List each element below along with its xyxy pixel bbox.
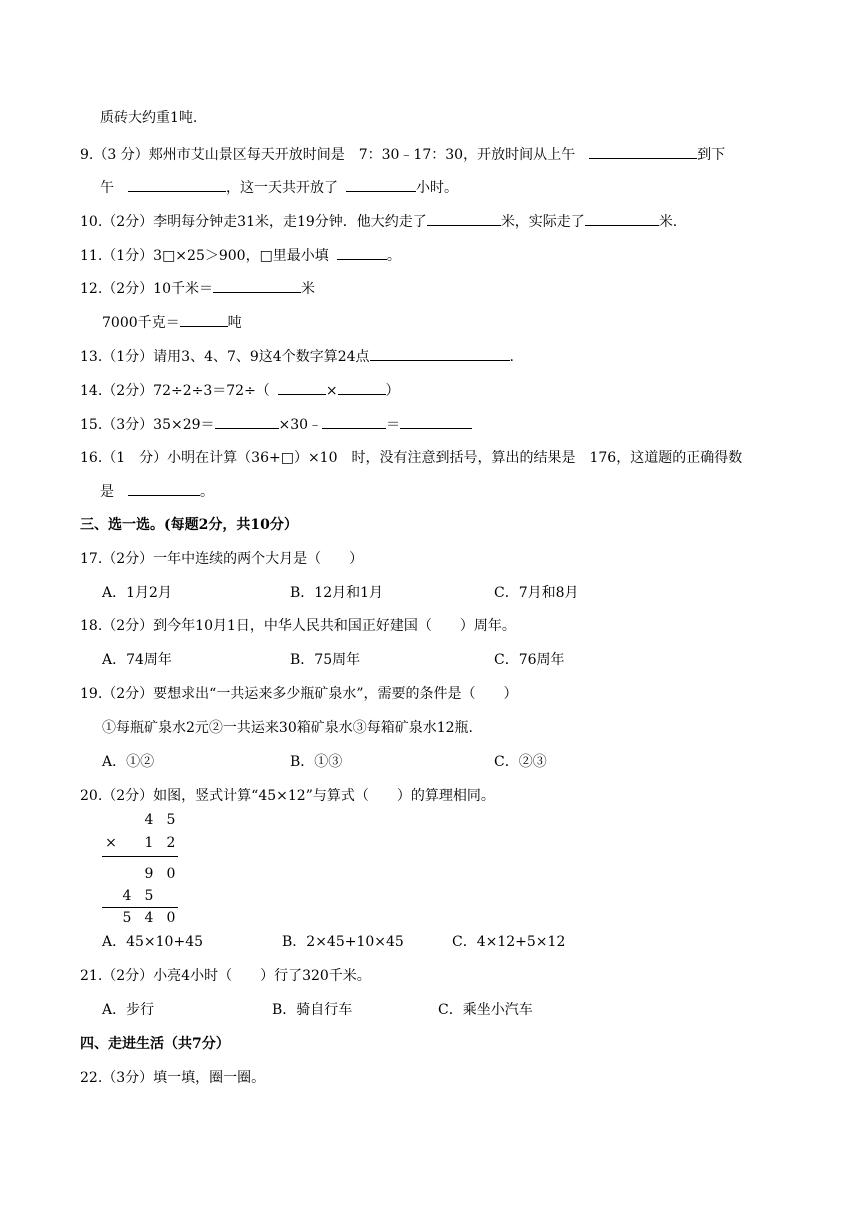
text: 18.（2分）到今年10月1日，中华人民共和国正好建国（ ）周年。 — [80, 618, 516, 634]
answer-blank[interactable] — [322, 414, 386, 429]
text: 。 — [200, 484, 214, 500]
text: 。 — [386, 248, 401, 264]
option-c[interactable] — [438, 1000, 533, 1020]
question-22 — [80, 1068, 265, 1088]
text: C．76周年 — [494, 652, 565, 668]
answer-blank[interactable] — [128, 481, 200, 496]
text: 10.（2分）李明每分钟走31米，走19分钟．他大约走了 — [80, 214, 427, 230]
answer-blank[interactable] — [180, 312, 228, 327]
text: ①每瓶矿泉水2元②一共运来30箱矿泉水③每箱矿泉水12瓶. — [102, 720, 473, 736]
answer-blank[interactable] — [427, 211, 501, 226]
option-a[interactable] — [102, 752, 154, 772]
text: A．74周年 — [102, 652, 172, 668]
option-b[interactable] — [290, 650, 360, 670]
digit: 4 — [122, 888, 132, 904]
text: 12.（2分）10千米＝ — [80, 281, 213, 297]
digit: 4 — [144, 812, 154, 828]
text: 20.（2分）如图，竖式计算“45×12”与算式（ ）的算理相同。 — [80, 788, 495, 804]
digit: 0 — [166, 866, 176, 882]
text: C．7月和8月 — [494, 585, 579, 601]
text: 13.（1分）请用3、4、7、9这4个数字算24点 — [80, 349, 370, 365]
text: ） — [385, 383, 400, 399]
text: 7000千克＝ — [102, 315, 180, 331]
option-b[interactable] — [290, 752, 342, 772]
question-18 — [80, 616, 516, 636]
text: ，这一天共开放了 — [226, 180, 338, 196]
rule-line — [102, 856, 178, 857]
answer-blank[interactable] — [337, 245, 387, 260]
text: 11.（1分）3□×25＞900，□里最小填 — [80, 248, 329, 264]
text: 16.（1 分）小明在计算（36+□）×10 时，没有注意到括号，算出的结果是 176，这道题的正确得数 — [80, 450, 743, 466]
digit: 1 — [144, 835, 154, 851]
text: 米. — [658, 214, 678, 230]
text: 到下 — [697, 147, 726, 163]
section-3-heading — [80, 515, 298, 535]
digit: 9 — [144, 866, 154, 882]
text: 质砖大约重1吨. — [100, 110, 198, 126]
text: 四、走进生活（共7分） — [80, 1036, 230, 1052]
text: 14.（2分）72÷2÷3＝72÷（ — [80, 383, 270, 399]
digit: 0 — [166, 910, 176, 926]
text: 小时。 — [416, 180, 458, 196]
text: 米 — [301, 281, 315, 297]
text: . — [509, 349, 514, 365]
text: B．75周年 — [290, 652, 361, 668]
option-a[interactable] — [102, 932, 203, 952]
option-a[interactable] — [102, 583, 172, 603]
option-c[interactable] — [452, 932, 565, 952]
text: 21.（2分）小亮4小时（ ）行了320千米。 — [80, 968, 371, 984]
text: 15.（3分）35×29＝ — [80, 417, 215, 433]
text: C．乘坐小汽车 — [438, 1002, 533, 1018]
question-15 — [80, 414, 472, 435]
text: B．12月和1月 — [290, 585, 384, 601]
answer-blank[interactable] — [370, 346, 510, 361]
option-b[interactable] — [290, 583, 383, 603]
answer-blank[interactable] — [585, 211, 659, 226]
text: 17.（2分）一年中连续的两个大月是（ ） — [80, 551, 364, 567]
text: B．2×45+10×45 — [282, 934, 404, 950]
digit: 5 — [166, 812, 176, 828]
question-16-cont — [100, 481, 214, 502]
text: 三、选一选。(每题2分，共10分） — [80, 517, 298, 533]
option-c[interactable] — [494, 650, 565, 670]
text: 19.（2分）要想求出“一共运来多少瓶矿泉水”，需要的条件是（ ） — [80, 686, 518, 702]
times-sign: × — [105, 835, 117, 851]
text: B．①③ — [290, 754, 343, 770]
question-9 — [80, 144, 725, 165]
answer-blank[interactable] — [400, 414, 472, 429]
text: A．步行 — [102, 1002, 155, 1018]
option-c[interactable] — [494, 583, 579, 603]
answer-blank[interactable] — [278, 380, 326, 395]
option-b[interactable] — [272, 1000, 352, 1020]
text: ×30﹣ — [278, 417, 323, 433]
text: A．①② — [102, 754, 155, 770]
question-17 — [80, 549, 363, 569]
digit: 5 — [122, 910, 132, 926]
answer-blank[interactable] — [338, 380, 386, 395]
answer-blank[interactable] — [589, 144, 697, 159]
question-11 — [80, 245, 401, 266]
text: × — [325, 383, 338, 399]
option-b[interactable] — [282, 932, 404, 952]
digit: 4 — [144, 910, 154, 926]
question-13 — [80, 346, 514, 367]
text: 午 — [100, 180, 114, 196]
question-9-cont — [100, 177, 458, 198]
text: A．45×10+45 — [102, 934, 204, 950]
option-a[interactable] — [102, 1000, 154, 1020]
text: A．1月2月 — [102, 585, 172, 601]
question-20 — [80, 786, 495, 806]
text: B．骑自行车 — [272, 1002, 353, 1018]
digit: 5 — [144, 888, 154, 904]
question-14 — [80, 380, 400, 401]
text: 米，实际走了 — [500, 214, 585, 230]
text: C．4×12+5×12 — [452, 934, 566, 950]
answer-blank[interactable] — [215, 414, 279, 429]
text: 是 — [100, 484, 114, 500]
option-c[interactable] — [494, 752, 547, 772]
question-16 — [80, 448, 742, 468]
answer-blank[interactable] — [128, 177, 226, 192]
answer-blank[interactable] — [213, 278, 301, 293]
section-4-heading — [80, 1034, 230, 1054]
q8-continued — [100, 108, 197, 128]
text: 吨 — [227, 315, 242, 331]
text: ＝ — [386, 417, 401, 433]
question-19-conditions — [102, 718, 473, 738]
question-12-cont — [102, 312, 242, 333]
option-a[interactable] — [102, 650, 172, 670]
question-12 — [80, 278, 315, 299]
question-19 — [80, 684, 518, 704]
digit: 2 — [166, 835, 176, 851]
question-10 — [80, 211, 677, 232]
question-21 — [80, 966, 371, 986]
text: C．②③ — [494, 754, 547, 770]
answer-blank[interactable] — [346, 177, 416, 192]
vertical-multiplication — [100, 806, 190, 930]
text: 9.（3 分）郏州市艾山景区每天开放时间是 7：30﹣17：30，开放时间从上午 — [80, 147, 576, 163]
text: 22.（3分）填一填，圈一圈。 — [80, 1070, 266, 1086]
